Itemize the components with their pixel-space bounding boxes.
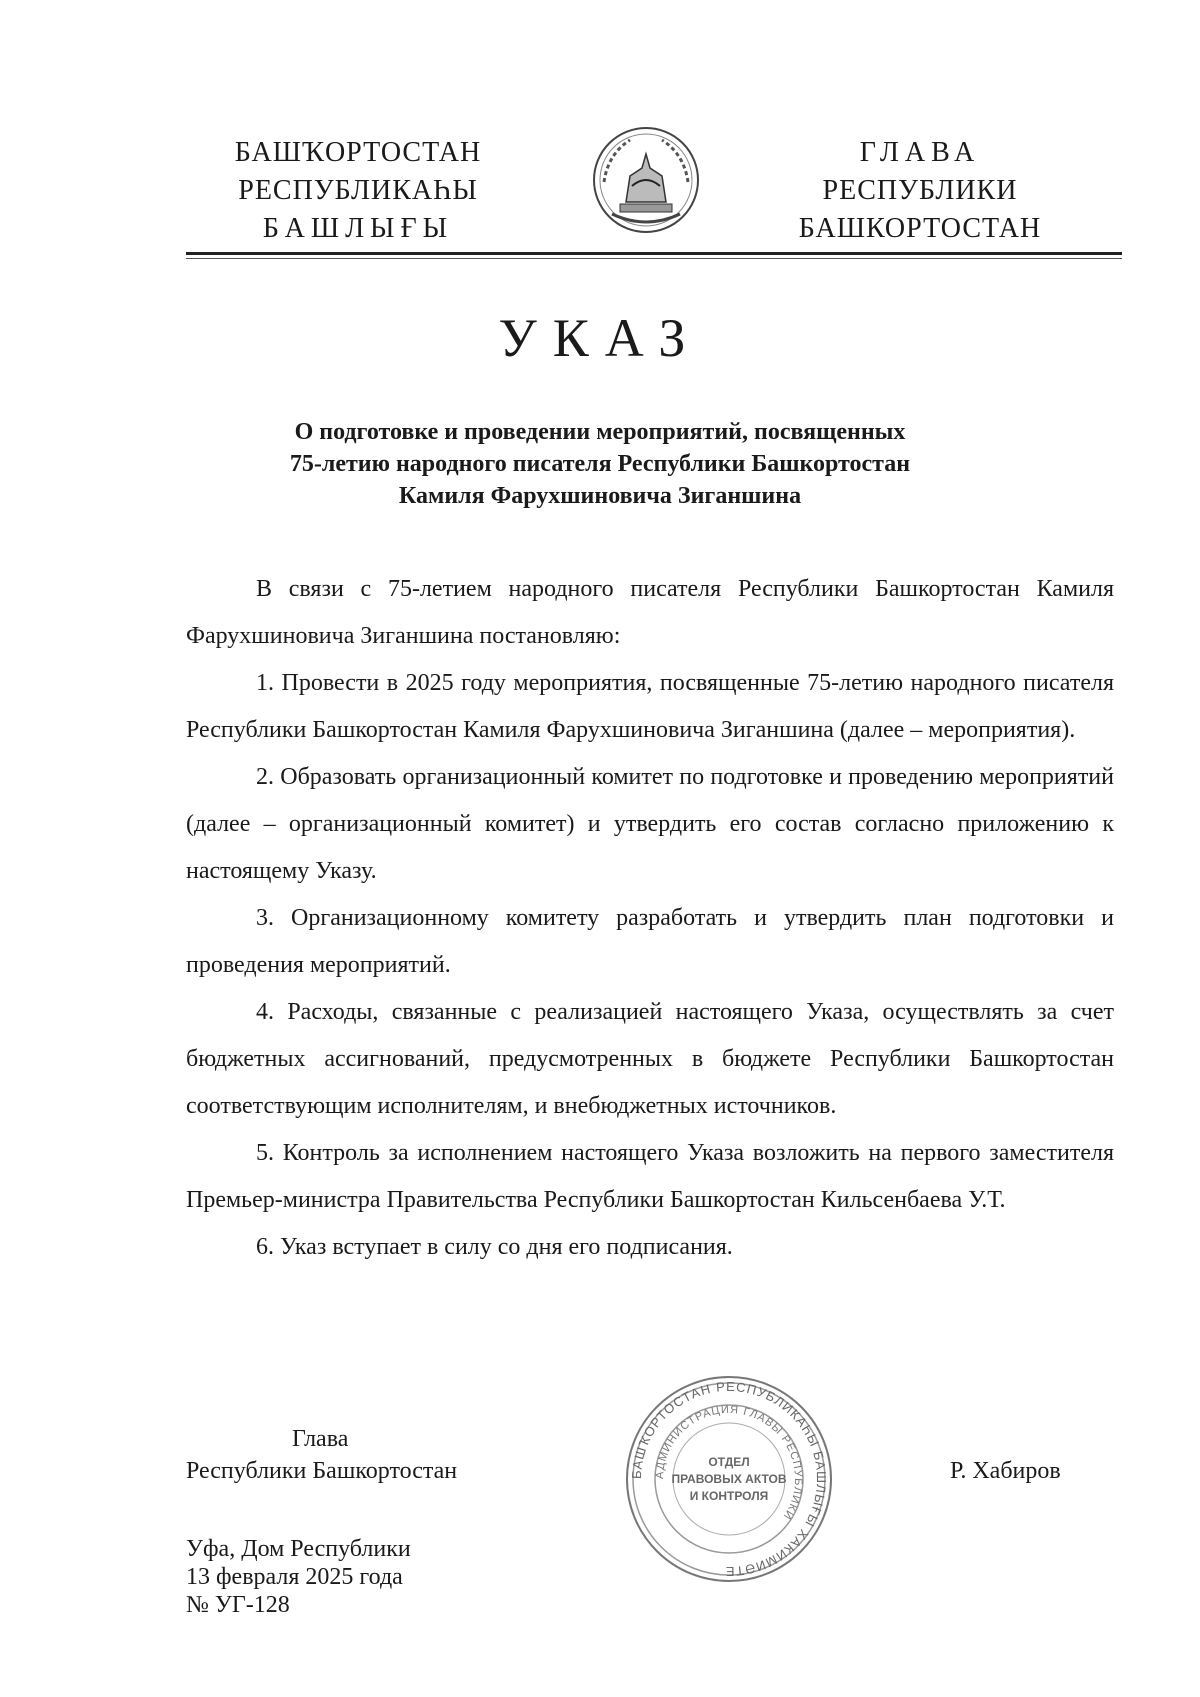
decree-subject: О подготовке и проведении мероприятий, посвященных 75-летию народного писателя Республики Башкортостан Камиля Фарухшиновича Зиганшина	[289, 419, 911, 509]
signatory-name: Р. Хабиров	[950, 1458, 1061, 1484]
stamp-center-line-3: И КОНТРОЛЯ	[689, 1489, 769, 1503]
document-type-title: УКАЗ	[498, 308, 702, 368]
paragraph-item-4: 4. Расходы, связанные с реализацией настоящего Указа, осуществлять за счет бюджетных ассигнований, предусмотренных в бюджете Республики Башкортостан соответствующим исполнителям, и внебюджетных источников.	[186, 999, 1114, 1119]
stamp-center-line-2: ПРАВОВЫХ АКТОВ	[671, 1472, 787, 1486]
place-date-number	[186, 1535, 411, 1619]
header-rule	[186, 252, 1122, 255]
header-left-bashkir: БАШҠОРТОСТАН РЕСПУБЛИКАҺЫ БАШЛЫҒЫ	[234, 137, 482, 244]
paragraph-item-5: 5. Контроль за исполнением настоящего Указа возложить на первого заместителя Премьер-министра Правительства Республики Башкортостан Кильсенбаева У.Т.	[186, 1140, 1114, 1213]
paragraph-preamble: В связи с 75-летием народного писателя Республики Башкортостан Камиля Фарухшиновича Зиганшина постановляю:	[186, 576, 1114, 649]
decree-number: № УГ-128	[186, 1592, 290, 1618]
issue-place: Уфа, Дом Республики	[186, 1536, 411, 1562]
stamp-center-line-1: ОТДЕЛ	[708, 1455, 750, 1469]
paragraph-item-6: 6. Указ вступает в силу со дня его подписания.	[256, 1234, 733, 1260]
paragraph-item-1: 1. Провести в 2025 году мероприятия, посвященные 75-летию народного писателя Республики Башкортостан Камиля Фарухшиновича Зиганшина (далее – мероприятия).	[186, 670, 1114, 743]
paragraph-item-2: 2. Образовать организационный комитет по подготовке и проведению мероприятий (далее – организационный комитет) и утвердить его состав согласно приложению к настоящему Указу.	[186, 764, 1114, 884]
official-stamp-icon	[622, 1372, 836, 1586]
paragraph-item-3: 3. Организационному комитету разработать и утвердить план подготовки и проведения мероприятий.	[186, 905, 1114, 978]
header-rule-thin	[186, 258, 1122, 259]
stamp-outer-text: БАШҠОРТОСТАН РЕСПУБЛИКАҺЫ БАШЛЫҒЫ ХАКИМИӘТЕ	[628, 1378, 830, 1580]
signatory-title: Глава Республики Башкортостан	[186, 1426, 458, 1484]
decree-body	[186, 566, 1114, 1271]
stamp-inner-text: АДМИНИСТРАЦИЯ ГЛАВЫ РЕСПУБЛИКИ	[653, 1403, 805, 1522]
coat-of-arms-icon	[590, 124, 702, 236]
issue-date: 13 февраля 2025 года	[186, 1564, 403, 1590]
header-right-russian: ГЛАВА РЕСПУБЛИКИ БАШКОРТОСТАН	[798, 137, 1042, 244]
